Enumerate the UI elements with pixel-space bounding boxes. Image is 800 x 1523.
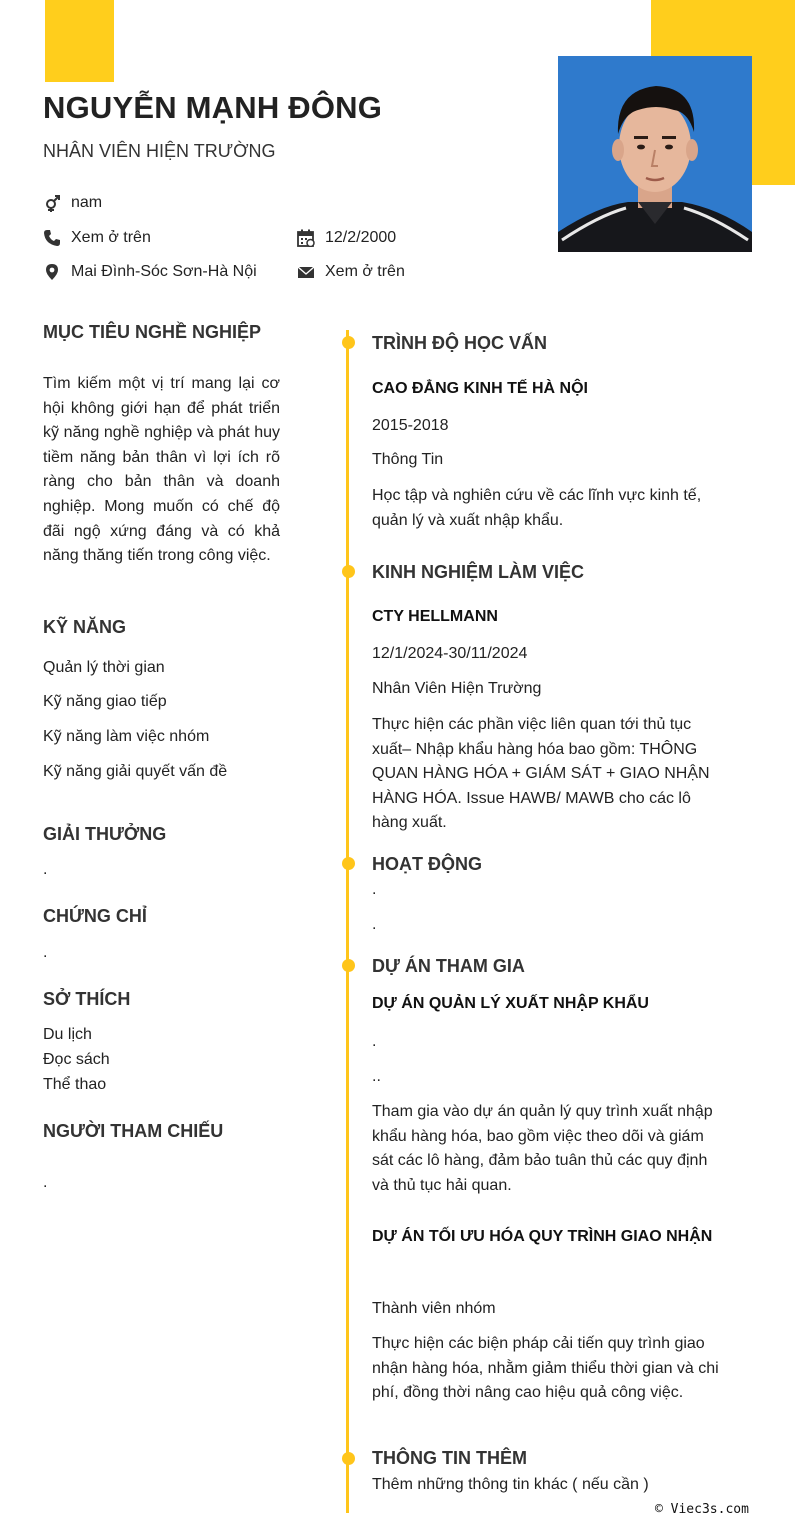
experience-period: 12/1/2024-30/11/2024 <box>372 645 528 662</box>
skill-item: Kỹ năng làm việc nhóm <box>43 728 210 745</box>
awards-heading: GIẢI THƯỞNG <box>43 824 167 844</box>
skill-item: Quản lý thời gian <box>43 659 165 676</box>
info-birthday <box>297 229 396 247</box>
location-pin-icon <box>43 263 61 281</box>
timeline-dot <box>342 857 355 870</box>
hobby-item: Thể thao <box>43 1076 107 1093</box>
envelope-icon <box>297 263 315 281</box>
phone-value: Xem ở trên <box>71 229 151 246</box>
job-position: NHÂN VIÊN HIỆN TRƯỜNG <box>43 141 276 161</box>
timeline-line <box>346 330 349 1513</box>
calendar-icon <box>297 229 315 247</box>
skills-heading: KỸ NĂNG <box>43 617 127 637</box>
education-heading: TRÌNH ĐỘ HỌC VẤN <box>372 333 547 353</box>
gender-icon <box>43 194 61 212</box>
references-text: . <box>43 1174 48 1191</box>
accent-block-left <box>45 0 114 82</box>
education-major: Thông Tin <box>372 451 444 468</box>
certificates-heading: CHỨNG CHỈ <box>43 906 147 926</box>
portrait-illustration <box>558 56 752 252</box>
project-role: Thành viên nhóm <box>372 1300 496 1317</box>
info-email <box>297 263 405 281</box>
project-description: Tham gia vào dự án quản lý quy trình xuất nhập khẩu hàng hóa, bao gồm việc theo dõi và giám sát các lô hàng, đảm bảo tuân thủ các quy định và thủ tục hải quan. <box>372 1103 713 1194</box>
info-phone <box>43 229 151 247</box>
additional-text: Thêm những thông tin khác ( nếu cần ) <box>372 1476 649 1493</box>
references-heading: NGƯỜI THAM CHIẾU <box>43 1121 224 1141</box>
objective-heading: MỤC TIÊU NGHỀ NGHIỆP <box>43 322 262 342</box>
gender-value: nam <box>71 194 103 211</box>
skill-item: Kỹ năng giao tiếp <box>43 693 167 710</box>
timeline-dot <box>342 1452 355 1465</box>
timeline-dot <box>342 959 355 972</box>
additional-heading: THÔNG TIN THÊM <box>372 1448 527 1468</box>
hobbies-heading: SỞ THÍCH <box>43 989 131 1009</box>
education-period: 2015-2018 <box>372 417 449 434</box>
timeline-dot <box>342 336 355 349</box>
candidate-name: NGUYỄN MẠNH ĐÔNG <box>43 90 383 125</box>
education-description: Học tập và nghiên cứu về các lĩnh vực kinh tế, quản lý và xuất nhập khẩu. <box>372 487 702 529</box>
timeline-dot <box>342 565 355 578</box>
experience-company: CTY HELLMANN <box>372 608 498 625</box>
skill-item: Kỹ năng giải quyết vấn đề <box>43 763 228 780</box>
info-gender <box>43 194 102 212</box>
project-line: .. <box>372 1068 381 1085</box>
projects-heading: DỰ ÁN THAM GIA <box>372 956 525 976</box>
experience-description: Thực hiện các phần việc liên quan tới thủ tục xuất– Nhập khẩu hàng hóa bao gồm: THÔNG QUAN HÀNG HÓA + GIÁM SÁT + GIAO NHẬN HÀNG HÓA. Issue HAWB/ MAWB cho các lô hàng xuất. <box>372 716 710 832</box>
phone-icon <box>43 229 61 247</box>
project-name: DỰ ÁN QUẢN LÝ XUẤT NHẬP KHẨU <box>372 995 649 1012</box>
experience-role: Nhân Viên Hiện Trường <box>372 680 542 697</box>
certificates-text: . <box>43 944 48 961</box>
birthday-value: 12/2/2000 <box>325 229 397 246</box>
hobby-item: Đọc sách <box>43 1051 110 1068</box>
activities-line: . <box>372 881 377 898</box>
project-name: DỰ ÁN TỐI ƯU HÓA QUY TRÌNH GIAO NHẬN <box>372 1228 713 1245</box>
address-value: Mai Đình-Sóc Sơn-Hà Nội <box>71 263 257 280</box>
experience-heading: KINH NGHIỆM LÀM VIỆC <box>372 562 585 582</box>
hobby-item: Du lịch <box>43 1026 92 1043</box>
activities-heading: HOẠT ĐỘNG <box>372 854 482 874</box>
project-line: . <box>372 1033 377 1050</box>
profile-photo <box>558 56 752 252</box>
email-value: Xem ở trên <box>325 263 405 280</box>
awards-text: . <box>43 861 48 878</box>
activities-line: . <box>372 916 377 933</box>
education-school: CAO ĐẲNG KINH TẾ HÀ NỘI <box>372 380 588 397</box>
objective-text: Tìm kiếm một vị trí mang lại cơ hội không giới hạn để phát triển kỹ năng nghề nghiệp và phát huy tiềm năng bản thân vì lợi ích rõ ràng cho bản thân và doanh nghiệp. Mong muốn có chế độ đãi ngộ xứng đáng và có khả năng thăng tiến trong công việc. <box>43 375 280 565</box>
project-description: Thực hiện các biện pháp cải tiến quy trình giao nhận hàng hóa, nhằm giảm thiểu thời gian và chi phí, đồng thời nâng cao hiệu quả công việc. <box>372 1335 719 1402</box>
footer-watermark: © Viec3s.com <box>655 1502 749 1517</box>
info-address <box>43 263 257 281</box>
